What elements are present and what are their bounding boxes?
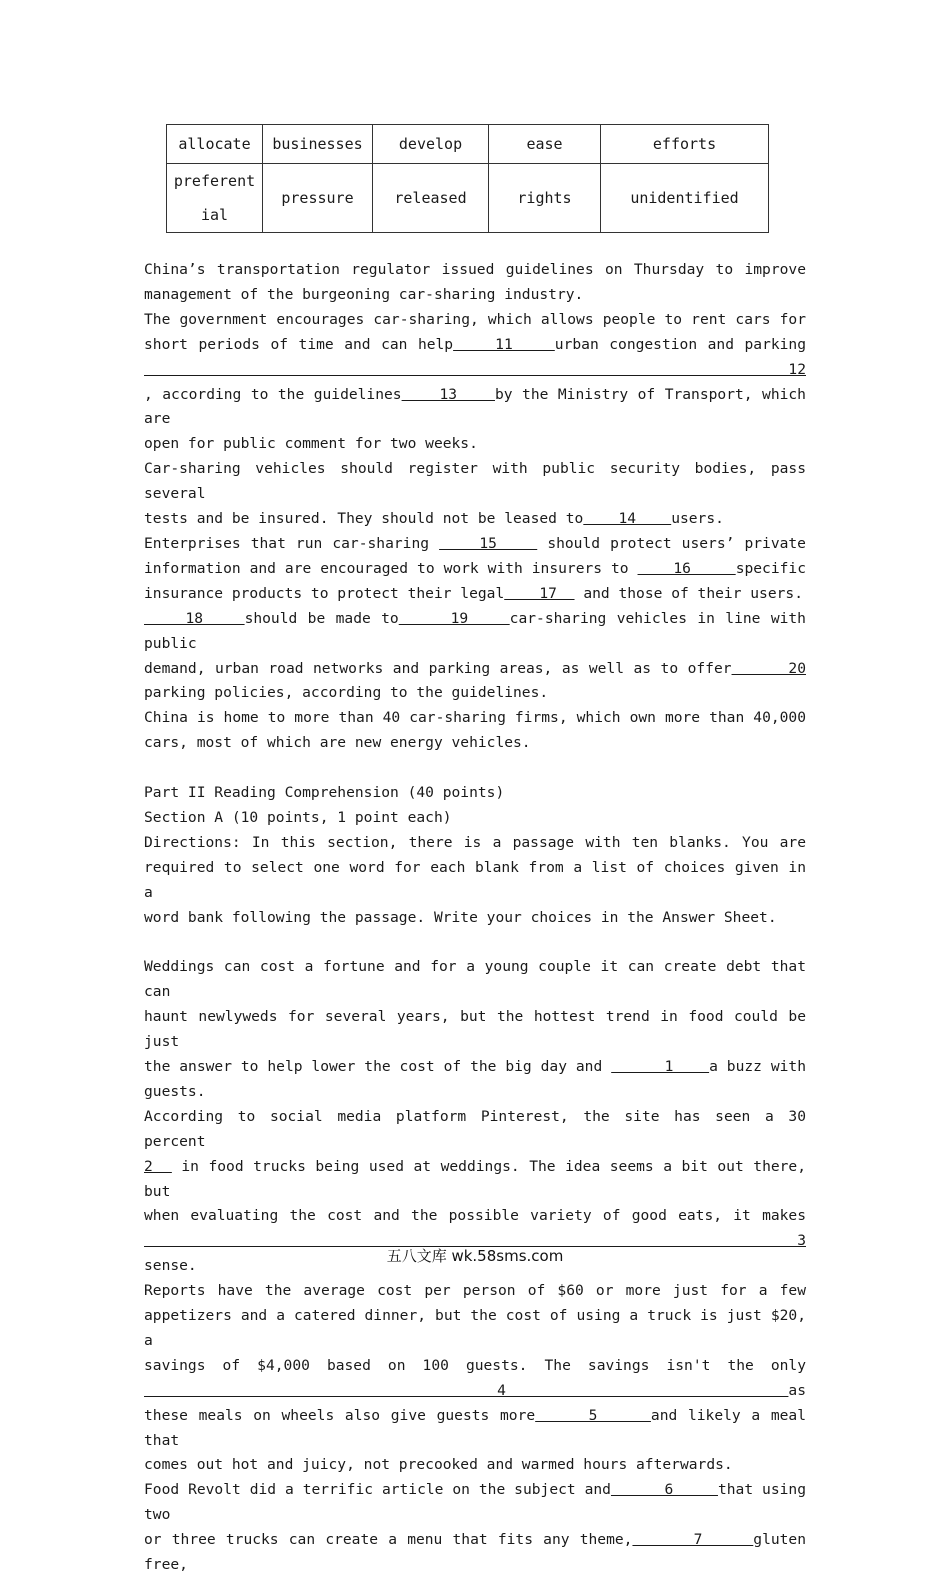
spacer [144,756,806,781]
text-line: Food Revolt did a terrific article on the subject and 6 that using two [144,1481,806,1524]
text-line: or three trucks can create a menu that fits any theme, 7 gluten free, [144,1531,806,1574]
blank-3[interactable]: 3 [144,1232,806,1250]
blank-16[interactable]: 16 [637,559,736,577]
part-two-header [144,781,806,930]
text-line: According to social media platform Pinterest, the site has seen a 30 percent [144,1107,806,1150]
directions-line: word bank following the passage. Write your choices in the Answer Sheet. [144,908,777,926]
blank-1[interactable]: 1 [611,1057,710,1075]
footer-watermark: 五八文库 wk.58sms.com [386,1247,564,1265]
blank-19[interactable]: 19 [398,609,510,627]
text-line: 2 in food trucks being used at weddings. The idea seems a bit out there, but [144,1157,806,1200]
section-heading: Section A (10 points, 1 point each) [144,808,452,826]
spacer [144,930,806,955]
word-bank-cell: develop [373,125,489,164]
blank-12[interactable]: 12 [144,360,806,378]
word-bank-table [166,124,769,233]
text-line: tests and be insured. They should not be leased to 14 users. [144,510,724,528]
word-bank-cell: preferential [167,164,263,233]
text-line: cars, most of which are new energy vehicles. [144,734,531,752]
text-line: haunt newlyweds for several years, but the hottest trend in food could be just [144,1008,806,1051]
text-line: comes out hot and juicy, not precooked and warmed hours afterwards. [144,1456,733,1474]
part-heading: Part II Reading Comprehension (40 points) [144,784,505,802]
text-line: savings of $4,000 based on 100 guests. The savings isn't the only 4 as [144,1356,806,1399]
word-bank-cell: unidentified [601,164,769,233]
blank-2[interactable]: 2 [144,1157,172,1175]
word-bank-cell: efforts [601,125,769,164]
blank-15[interactable]: 15 [439,534,538,552]
passage-car-sharing [144,258,806,756]
text-line: The government encourages car-sharing, which allows people to rent cars for [144,310,806,328]
text-line: China is home to more than 40 car-sharing firms, which own more than 40,000 [144,709,806,727]
word-bank-row [167,164,769,233]
text-line: the answer to help lower the cost of the big day and 1 a buzz with [144,1057,806,1075]
text-line: Reports have the average cost per person of $60 or more just for a few [144,1282,806,1300]
text-line: China’s transportation regulator issued guidelines on Thursday to improve [144,261,806,278]
blank-17[interactable]: 17 [504,584,575,602]
blank-11[interactable]: 11 [453,335,555,353]
blank-13[interactable]: 13 [401,385,495,403]
blank-5[interactable]: 5 [535,1406,651,1424]
document-body [144,258,806,1578]
passage-weddings [144,955,806,1578]
text-line: guests. [144,1082,206,1100]
word-bank-cell: pressure [263,164,373,233]
text-line: parking policies, according to the guidelines. [144,684,549,702]
word-bank-cell: allocate [167,125,263,164]
text-line: appetizers and a catered dinner, but the cost of using a truck is just $20, a [144,1307,806,1349]
directions-line: Directions: In this section, there is a passage with ten blanks. You are [144,833,806,851]
word-bank-cell: released [373,164,489,233]
blank-4[interactable]: 4 [144,1381,789,1399]
text-line: Enterprises that run car-sharing 15 should protect users’ private [144,534,806,552]
word-bank-cell: ease [489,125,601,164]
blank-14[interactable]: 14 [583,510,672,528]
text-line: management of the burgeoning car-sharing industry. [144,285,584,303]
word-bank-row [167,125,769,164]
text-line: sense. [144,1257,197,1275]
text-line: these meals on wheels also give guests more 5 and likely a meal that [144,1406,806,1449]
text-line: Weddings can cost a fortune and for a young couple it can create debt that can [144,958,806,1001]
blank-7[interactable]: 7 [632,1531,754,1549]
text-line: , according to the guidelines 13 by the Ministry of Transport, which are [144,385,806,428]
text-line: short periods of time and can help 11 urban congestion and parking 12 [144,335,806,378]
word-bank-cell: rights [489,164,601,233]
text-line: 18 should be made to 19 car-sharing vehicles in line with public [144,609,806,652]
text-line: demand, urban road networks and parking areas, as well as to offer 20 [144,659,806,677]
text-line: when evaluating the cost and the possible variety of good eats, it makes 3 [144,1207,806,1250]
directions-line: required to select one word for each blank from a list of choices given in a [144,858,806,901]
word-bank-cell: businesses [263,125,373,164]
text-line: open for public comment for two weeks. [144,435,478,453]
blank-20[interactable]: 20 [731,659,806,677]
text-line: Car-sharing vehicles should register with public security bodies, pass several [144,460,806,503]
blank-6[interactable]: 6 [610,1481,718,1499]
text-line: insurance products to protect their legal 17 and those of their users. [144,584,803,602]
text-line: information and are encouraged to work with insurers to 16 specific [144,559,806,577]
blank-18[interactable]: 18 [144,609,245,627]
